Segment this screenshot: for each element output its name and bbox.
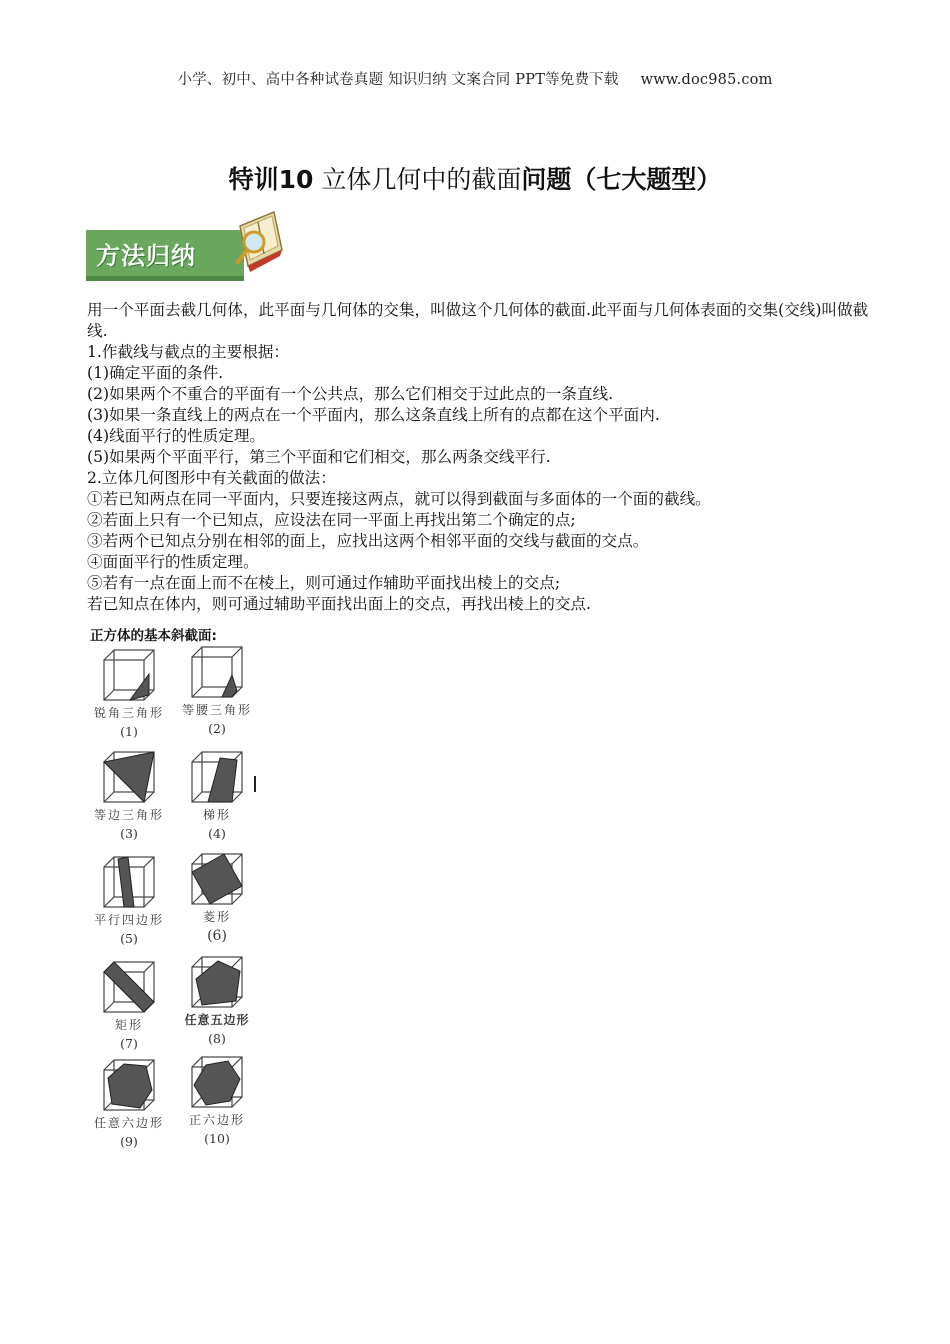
paragraph: ②若面上只有一个已知点，应设法在同一平面上再找出第二个确定的点; <box>87 511 576 529</box>
figure-number: (9) <box>120 1134 138 1149</box>
figure-number: (1) <box>120 724 138 739</box>
paragraph: ⑤若有一点在面上而不在棱上，则可通过作辅助平面找出棱上的交点; <box>87 574 561 592</box>
body-text <box>87 300 877 615</box>
figure-caption: 正六边形 <box>188 1113 245 1127</box>
figure-item <box>84 1058 174 1149</box>
figure-item <box>172 750 262 841</box>
paragraph: ①若已知两点在同一平面内，只要连接这两点，就可以得到截面与多面体的一个面的截线。 <box>87 490 711 508</box>
figure-item <box>84 750 174 841</box>
cube-parallelogram-icon <box>102 855 156 909</box>
paragraph: (1)确定平面的条件. <box>87 364 224 382</box>
cube-acute-triangle-icon <box>102 648 156 702</box>
figure-number: (6) <box>207 928 227 944</box>
figure-number: (2) <box>208 721 226 736</box>
header-text: 小学、初中、高中各种试卷真题 知识归纳 文案合同 PPT等免费下载 <box>177 72 619 88</box>
paragraph: 用一个平面去截几何体，此平面与几何体的交集，叫做这个几何体的截面.此平面与几何体表面的交集(交线)叫做截线. <box>87 301 869 340</box>
text-cursor <box>254 776 256 792</box>
figure-title: 正方体的基本斜截面: <box>90 628 217 644</box>
figure-item <box>172 1055 262 1146</box>
paragraph: 若已知点在体内，则可通过辅助平面找出面上的交点，再找出棱上的交点. <box>87 595 591 613</box>
figure-number: (4) <box>208 826 226 841</box>
figure-caption: 梯形 <box>202 808 231 822</box>
figure-caption: 锐角三角形 <box>93 706 164 720</box>
paragraph: ③若两个已知点分别在相邻的面上，应找出这两个相邻平面的交线与截面的交点。 <box>87 532 649 550</box>
cube-hexagon-icon <box>102 1058 156 1112</box>
figure-number: (10) <box>204 1131 230 1146</box>
figure-caption: 矩形 <box>114 1018 143 1032</box>
cube-rectangle-icon <box>102 960 156 1014</box>
cube-isosceles-triangle-icon <box>190 645 244 699</box>
figure-caption: 菱形 <box>202 910 231 924</box>
figure-number: (3) <box>120 826 138 841</box>
paragraph: 1.作截线与截点的主要根据： <box>87 343 290 361</box>
figure-caption: 任意五边形 <box>184 1013 250 1027</box>
paragraph: (2)如果两个不重合的平面有一个公共点，那么它们相交于过此点的一条直线. <box>87 385 614 403</box>
figure-number: (7) <box>120 1036 138 1051</box>
cube-regular-hexagon-icon <box>190 1055 244 1109</box>
figure-caption: 等边三角形 <box>93 808 164 822</box>
figure-item <box>84 648 174 739</box>
figure-caption: 平行四边形 <box>93 913 164 927</box>
cube-equilateral-triangle-icon <box>102 750 156 804</box>
figure-caption: 任意六边形 <box>93 1116 164 1130</box>
paragraph: ④面面平行的性质定理。 <box>87 553 259 571</box>
figure-item <box>172 645 262 736</box>
cube-pentagon-icon <box>190 955 244 1009</box>
page-header <box>0 68 950 89</box>
paragraph: (3)如果一条直线上的两点在一个平面内，那么这条直线上所有的点都在这个平面内. <box>87 406 660 424</box>
section-banner <box>84 206 284 282</box>
figure-caption: 等腰三角形 <box>181 703 252 717</box>
title-part3: 问题（七大题型） <box>521 165 722 194</box>
title-part1: 特训10 <box>228 165 314 194</box>
figure-item <box>172 955 262 1046</box>
paragraph: 2.立体几何图形中有关截面的做法： <box>87 469 336 487</box>
figure-item <box>172 852 262 944</box>
figure-number: (8) <box>208 1031 226 1046</box>
cube-rhombus-icon <box>190 852 244 906</box>
cube-trapezoid-icon <box>190 750 244 804</box>
paragraph: (5)如果两个平面平行，第三个平面和它们相交，那么两条交线平行. <box>87 448 551 466</box>
figure-item <box>84 855 174 946</box>
figure-item <box>84 960 174 1051</box>
title-part2: 立体几何中的截面 <box>321 165 522 194</box>
figure-number: (5) <box>120 931 138 946</box>
page-title <box>0 160 950 196</box>
paragraph: (4)线面平行的性质定理。 <box>87 427 266 445</box>
banner-label: 方法归纳 <box>96 242 196 270</box>
header-site[interactable]: www.doc985.com <box>640 72 773 88</box>
book-magnifier-icon <box>234 206 284 278</box>
